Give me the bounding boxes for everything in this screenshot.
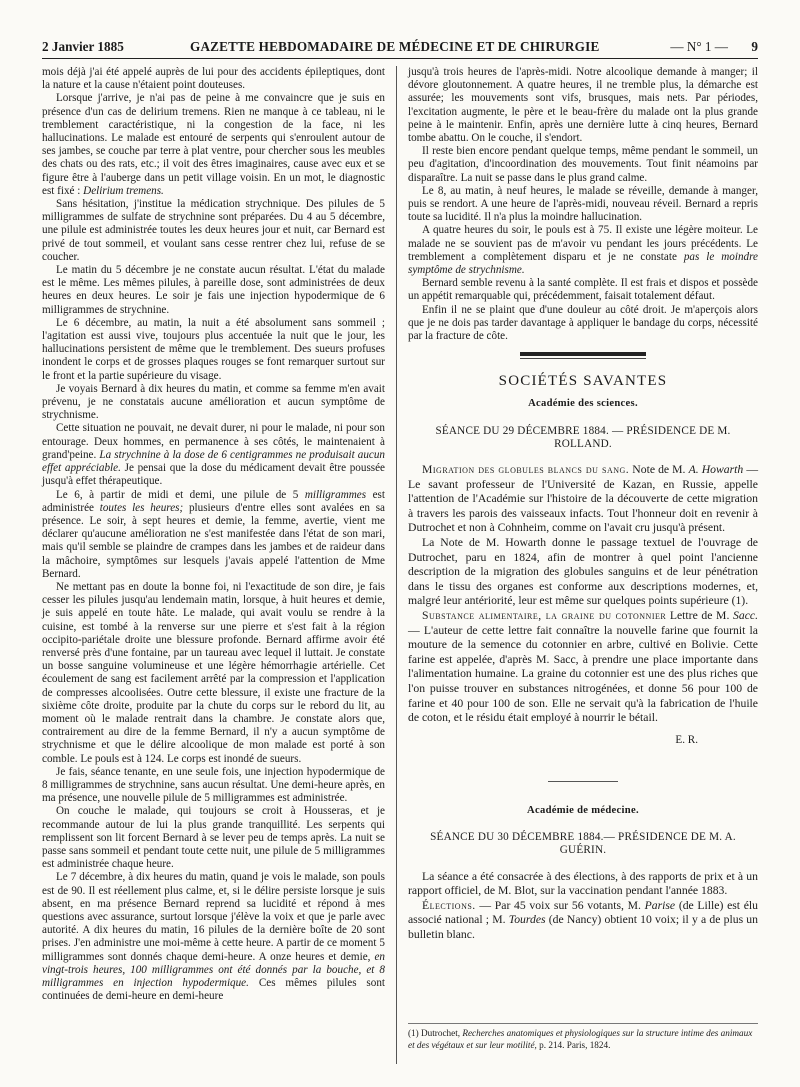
section-rule <box>520 352 646 356</box>
paragraph: Il reste bien encore pendant quelque temps, même pendant le sommeil, un peu d'agitation, d'incoordination des mouvements. Tout finit néamoins par disparaître. La nuit se passe dans le plus grand calme. <box>408 145 758 184</box>
column-divider <box>396 66 397 1064</box>
session-line: SÉANCE DU 30 DÉCEMBRE 1884.— PRÉSIDENCE DE M. A. GUÉRIN. <box>430 831 736 857</box>
paragraph: On couche le malade, qui toujours se croit à Housseras, et je recommande autour de lui la plus grande tranquillité. Les serpents qui remplissent son lit forcent Bernard à se lever peu de temps après. La nuit se passe sans sommeil et pendant toute cette nuit, une pilule de 5 milligrammes est administrée chaque heure. <box>42 805 385 871</box>
paragraph: Enfin il ne se plaint que d'une douleur au côté droit. Je m'aperçois alors que je ne dois pas tarder davantage à appliquer le bandage du corps, nécessité par la fracture de côte. <box>408 303 758 343</box>
page-header <box>42 36 758 59</box>
paragraph: Le 8, au matin, à neuf heures, le malade se réveille, demande à manger, puis se rendort. A une heure de l'après-midi, nouveau réveil. Bernard a repris toute sa lucidité. Il n'a plus la moindre hallucination. <box>408 184 758 224</box>
paragraph: Je fais, séance tenante, en une seule fois, une injection hypodermique de 8 milligrammes de strychnine, sans aucun résultat. Une demi-heure après, en ma présence, une nouvelle pilule de 5 milligrammes est administrée. <box>42 765 385 805</box>
paragraph: Élections. — Par 45 voix sur 56 votants, M. Parise (de Lille) est élu associé national ; M. Tourdes (de Nancy) obtient 10 voix; il y a de plus un bulletin blanc. <box>408 898 759 941</box>
paragraph: Le 6 décembre, au matin, la nuit a été absolument sans sommeil ; l'agitation est aussi vive, toujours plus accentuée la nuit que le jour, les hallucinations persistent de même que le tremblement. Des sueurs profuses inondent le corps et de grosses plaques rouges se font remarquer surtout sur le front et la partie supérieure du visage. <box>42 316 385 382</box>
issue-date: 2 Janvier 1885 <box>42 39 124 54</box>
paragraph: Ne mettant pas en doute la bonne foi, ni l'exactitude de son dire, je fais cesser les pilules jusqu'au lendemain matin, lorsque, à huit heures et demie, je suis appelé en toute hâte. Le malade, qui avait voulu se rendre à la cuisine, est tombé à la renverse sur une pierre et s'est fait à la région occipito-pariétale droite une blessure profonde. Bernard affirme avoir été renversé près d'une fontaine, par un taureau avec lequel il luttait. Je constate un bosse sanguine volumineuse et une légère hémorrhagie artérielle. Cet écoulement de sang est facilement arrêté par la compression et l'application de compresses alcoolisées. Outre cette blessure, il existe une fracture de la sixième côte droite, produite par la chute du corps sur le rebord du lit, au moment où le malade rentrait dans la chambre. Je constate alors que, contrairement au dire de la femme Bernard, il n'y a aucun symptôme de strychnisme et que le délire alcoolique de mon malade est porté à son comble. Le pouls est à 124. Le corps est inondé de sueurs. <box>42 580 385 765</box>
paragraph: Je voyais Bernard à dix heures du matin, et comme sa femme m'en avait prévenu, je ne constatais aucune amélioration et aucun symptôme de strychnisme. <box>42 382 385 422</box>
right-column <box>408 66 758 943</box>
paragraph: Sans hésitation, j'institue la médication strychnique. Des pilules de 5 milligrammes de sulfate de strychnine sont préparées. Du 4 au 5 décembre, une pilule est administrée toutes les deux heures jour et nuit, car Bernard est privé de tout sommeil, et voulant sans cesse rentrer chez lui, refuse de se coucher. <box>42 198 385 263</box>
paragraph: La séance a été consacrée à des élections, à des rapports de prix et à un rapport officiel, de M. Blot, sur la vaccination pendant l'année 1883. <box>408 869 758 898</box>
paragraph: A quatre heures du soir, le pouls est à 75. Il existe une légère moiteur. Le malade ne se souvient pas de m'avoir vu pendant les jours précédents. Le tremblement a complètement disparu et je ne constate pas le moindre symptôme de strychnisme. <box>408 224 758 277</box>
paragraph: Bernard semble revenu à la santé complète. Il est frais et dispos et possède un appétit remarquable qui, précédemment, faisait totalement défaut. <box>408 277 758 303</box>
paragraph: Le 6, à partir de midi et demi, une pilule de 5 milligrammes est administrée toutes les heures; plusieurs d'entre elles sont avalées en sa présence. Le soir, à sept heures et demie, la femme, avertie, vient me déclarer qu'aucune amélioration ne s'est manifestée dans l'état de son mari, mais qu'il semble se plaindre de crampes dans les jambes et de raideur dans la mâchoire, symptômes sur lesquels j'avais appelé l'attention de Mme Bernard. <box>42 488 386 580</box>
session-line: SÉANCE DU 29 DÉCEMBRE 1884. — PRÉSIDENCE DE M. ROLLAND. <box>435 424 731 450</box>
separator <box>548 781 618 782</box>
section-heading: SOCIÉTÉS SAVANTES <box>498 373 668 390</box>
issue-number: — N° 1 — <box>670 39 728 54</box>
footnote: (1) Dutrochet, Recherches anatomiques et physiologiques sur la structure intime des animaux et des végétaux et sur leur motilité, p. 214. Paris, 1824. <box>408 1023 758 1051</box>
paragraph: Le 7 décembre, à dix heures du matin, quand je vois le malade, son pouls est de 90. Il est réellement plus calme, et, si le délire persiste lorsque je suis absent, en ma présence Bernard reprend sa lucidité et répond à mes questions avec assurance, surtout lorsque j'élève la voix et que je parle avec autorité. A dix heures du matin, 16 pilules de la dernière boîte de 20 sont prises. J'en administre une moi-même à cette heure. A partir de ce moment 5 milligrammes sont donnés chaque demi-heure. A onze heures et demie, en vingt-trois heures, 100 milligrammes ont été donnés par la bouche, et 8 milligrammes en injection hypodermique. Ces mêmes pilules sont continuées de demi-heure en demi-heure <box>42 871 385 1003</box>
journal-title: GAZETTE HEBDOMADAIRE DE MÉDECINE ET DE CHIRURGIE <box>190 39 600 54</box>
paragraph: Le matin du 5 décembre je ne constate aucun résultat. L'état du malade est le même. Les mêmes pilules, à pareille dose, sont administrées de deux heures en deux heures. Le soir je fais une injection hypodermique de 6 milligrammes de strychnine. <box>42 264 385 316</box>
paragraph: Lorsque j'arrive, je n'ai pas de peine à me convaincre que je suis en présence d'un cas de delirium tremens. Rien ne manque à ce tableau, ni le tremblement caractéristique, ni la congestion de la face, ni les hallucinations. Le malade est entouré de serpents qui s'enroulent autour de ses jambes, se couche par terre à plat ventre, pour chercher sous les meubles des chats ou des rats, etc.; il voit des êtres imaginaires, cause avec eux et se figure être à l'auberge dans un petit village voisin. En un mot, le diagnostic est fixé : Delirium tremens. <box>42 92 385 197</box>
subsection-heading: Académie de médecine. <box>527 804 639 816</box>
signature: E. R. <box>675 733 698 746</box>
page-number: 9 <box>751 39 758 54</box>
subsection-heading: Académie des sciences. <box>528 398 638 410</box>
paragraph: Migration des globules blancs du sang. Note de M. A. Howarth — Le savant professeur de l'Université de Kazan, en Russie, appelle l'attention de l'Académie sur l'histoire de la découverte de cette migration à travers les parois des vaisseaux infacts. Tout l'honneur doit en revenir à Dutrochet et non à Cohnheim, comme on l'avait cru jusqu'à présent. <box>408 463 759 535</box>
paragraph: mois déjà j'ai été appelé auprès de lui pour des accidents épileptiques, dont la nature et la cause n'étaient point douteuses. <box>42 66 385 92</box>
paragraph: jusqu'à trois heures de l'après-midi. Notre alcoolique demande à manger; il dévore gloutonnement. A quatre heures, il ne tremble plus, la démarche est assurée; les mouvements sont vifs, brusques, mais nets. Par périodes, l'excitation augmente, le père et le beau-frère du malade ont la plus grande peine à le maintenir. Enfin, après une dernière lutte à cinq heures, Bernard tombe abattu. On le couche, il s'endort. <box>408 66 758 145</box>
paragraph: La Note de M. Howarth donne le passage textuel de l'ouvrage de Dutrochet, paru en 1824, afin de montrer à quel point l'ancienne description de la migration des globules sanguins et de leur pénétration dans le tissu des organes est conforme aux descriptions modernes, et, malgré leur antériorité, leur est même sur quelques points supérieure (1). <box>408 536 758 608</box>
left-column <box>42 66 385 1003</box>
paragraph: Cette situation ne pouvait, ne devait durer, ni pour le malade, ni pour son entourage. Deux hommes, en permanence à ses côtés, le maintenaient à grand'peine. La strychnine à la dose de 6 centigrammes ne produisait aucun effet appréciable. Je pensai que la dose du médicament devait être poussée jusqu'à effet thérapeutique. <box>42 422 386 488</box>
section-rule-thin <box>520 358 646 359</box>
paragraph: Substance alimentaire, la graine du cotonnier Lettre de M. Sacc. — L'auteur de cette lettre fait connaître la nouvelle farine que fournit la mouture de la semence du cotonnier en arbre, cultivé en Bolivie. Cette farine est appelée, d'après M. Sacc, à prendre une place importante dans l'alimentation humaine. La graine du cotonnier est une des plus riches que l'on puisse trouver en substances nitrogénées, et donne 56 pour 100 de farine et 40 pour 100 de son. Elle ne servait qu'à la fabrication de l'huile de coton, et le résidu était employé à nourrir le bétail. <box>408 609 759 725</box>
